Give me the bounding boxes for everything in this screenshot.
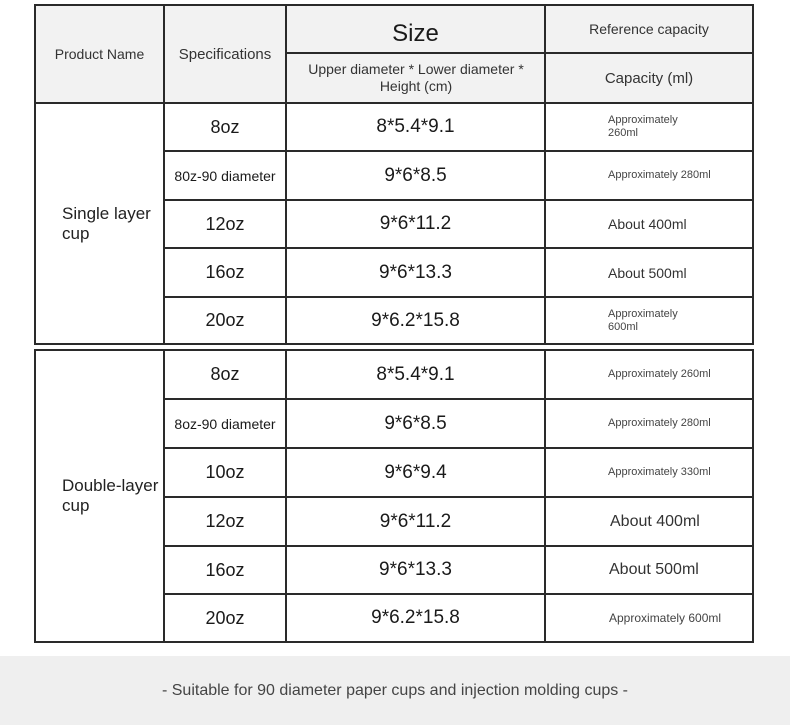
size-cell: 9*6*8.5	[384, 412, 447, 434]
capacity-cell: Approximately 280ml	[608, 417, 711, 429]
capacity-cell: Approximately 260ml	[608, 368, 711, 380]
size-cell: 9*6*8.5	[384, 164, 447, 186]
header-product-name: Product Name	[54, 46, 145, 62]
capacity-cell: About 400ml	[608, 216, 687, 232]
product-name-double: Double-layer cup	[62, 476, 159, 515]
spec-cell: 12oz	[205, 213, 245, 234]
size-cell: 9*6.2*15.8	[371, 309, 460, 331]
spec-cell: 8oz	[210, 364, 240, 384]
size-cell: 9*6*13.3	[379, 559, 452, 580]
header-size-subtitle: Upper diameter * Lower diameter * Height (cm)	[308, 61, 524, 94]
spec-cell: 16oz	[205, 559, 245, 580]
size-cell: 9*6.2*15.8	[371, 607, 460, 628]
product-name-single: Single layer cup	[62, 203, 151, 243]
spec-cell: 16oz	[205, 262, 245, 282]
capacity-cell: Approximately 280ml	[608, 169, 711, 181]
size-cell: 9*6*9.4	[384, 461, 447, 483]
spec-cell: 80z-90 diameter	[174, 167, 276, 184]
capacity-cell: About 500ml	[608, 264, 687, 281]
capacity-cell: Approximately 330ml	[608, 466, 711, 478]
spec-cell: 20oz	[205, 607, 245, 628]
size-cell: 8*5.4*9.1	[376, 116, 455, 137]
size-cell: 9*6*11.2	[379, 510, 452, 532]
spec-cell: 8oz	[210, 116, 240, 137]
capacity-cell: About 400ml	[610, 512, 700, 530]
spec-cell: 8oz-90 diameter	[174, 415, 276, 432]
size-cell: 8*5.4*9.1	[376, 363, 455, 385]
footer-note: - Suitable for 90 diameter paper cups and injection molding cups -	[0, 656, 790, 725]
header-capacity-ml: Capacity (ml)	[604, 69, 694, 87]
capacity-cell: Approximately 600ml	[609, 610, 722, 625]
spec-cell: 20oz	[205, 310, 245, 330]
capacity-cell: Approximately 600ml	[608, 307, 678, 333]
spec-cell: 10oz	[205, 462, 245, 482]
capacity-cell: Approximately 260ml	[608, 114, 678, 139]
size-cell: 9*6*11.2	[379, 213, 452, 234]
capacity-cell: About 500ml	[609, 561, 699, 578]
size-cell: 9*6*13.3	[379, 261, 452, 283]
single-layer-table	[34, 4, 754, 345]
spec-cell: 12oz	[205, 511, 245, 531]
double-layer-table	[34, 349, 754, 643]
header-size: Size	[392, 20, 439, 47]
header-reference-capacity: Reference capacity	[589, 21, 709, 37]
header-specifications: Specifications	[178, 45, 272, 63]
